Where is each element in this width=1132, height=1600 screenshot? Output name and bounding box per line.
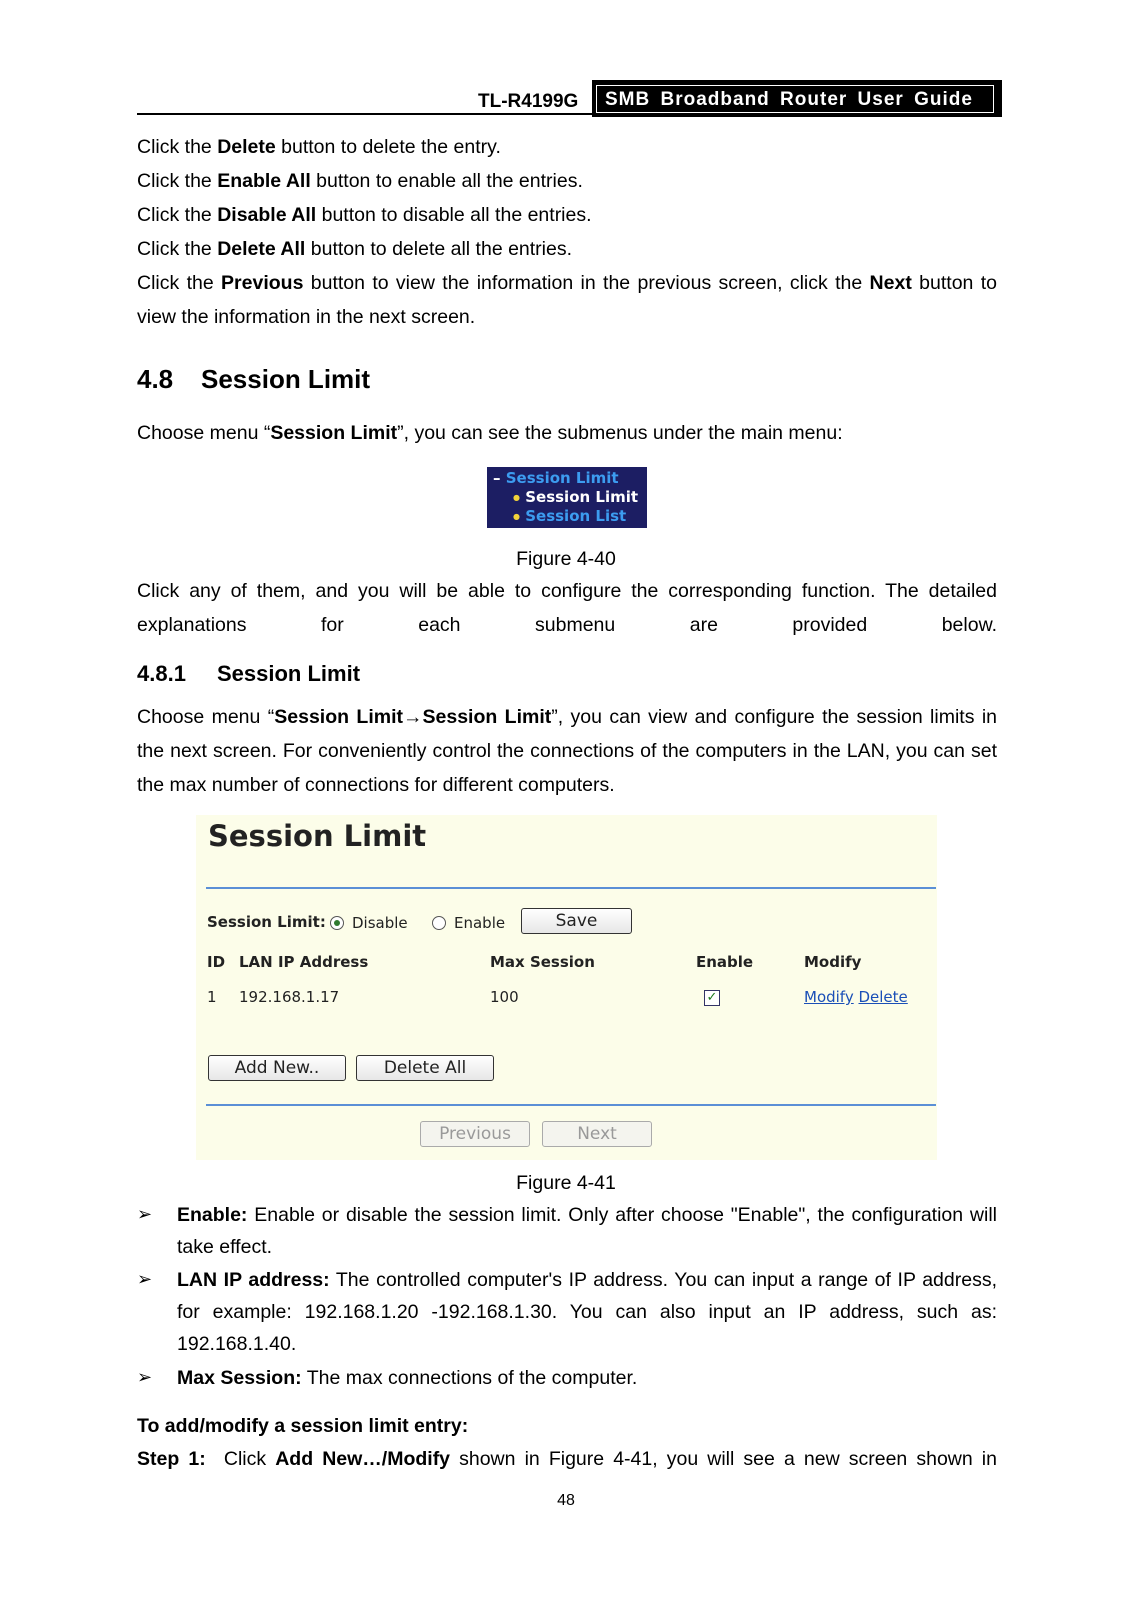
radio-enable-label: Enable bbox=[454, 914, 506, 932]
menu-item-label: Session Limit bbox=[525, 488, 639, 506]
intro-line-3: Click the Disable All button to disable all the entries. bbox=[137, 204, 592, 226]
menu-item-label: Session List bbox=[525, 507, 627, 525]
page-number: 48 bbox=[557, 1492, 575, 1509]
row-max-session: 100 bbox=[490, 988, 519, 1006]
bullet-marker: ➢ bbox=[137, 1269, 153, 1289]
col-header-lan-ip: LAN IP Address bbox=[239, 953, 369, 971]
bullet-lan-ip: LAN IP address: The controlled computer's IP address. You can input a range of IP address, for example: 192.168.1.20 -192.168.1.30. You can also input an IP address, such as: 192.168.1.40. bbox=[177, 1269, 997, 1355]
bullet-marker: ➢ bbox=[137, 1367, 153, 1387]
row-actions bbox=[804, 988, 908, 1006]
subsection-heading: 4.8.1 Session Limit bbox=[137, 661, 361, 686]
radio-disable-label: Disable bbox=[352, 914, 408, 932]
radio-enable[interactable] bbox=[432, 916, 446, 930]
subsection-intro: Choose menu “Session Limit→Session Limit”, you can view and configure the session limits in the next screen. For conveniently control the connections of the computers in the LAN, you can set the max number of connections for different computers. bbox=[137, 706, 998, 796]
col-header-id: ID bbox=[207, 953, 226, 971]
submenu-explanation: Click any of them, and you will be able to configure the corresponding function. The detailed explanations for each submenu are provided below. bbox=[137, 580, 997, 636]
session-limit-label: Session Limit: bbox=[207, 913, 326, 931]
screen-title: Session Limit bbox=[208, 819, 427, 853]
radio-disable[interactable] bbox=[330, 916, 344, 930]
section-heading: 4.8 Session Limit bbox=[137, 364, 371, 394]
intro-line-5: Click the Previous button to view the information in the previous screen, click the Next button to view the information in the next screen. bbox=[137, 272, 997, 328]
col-header-modify: Modify bbox=[804, 953, 862, 971]
bullet-marker: ➢ bbox=[137, 1204, 153, 1224]
bullet-icon: ● bbox=[513, 512, 520, 521]
menu-item-session-limit[interactable] bbox=[513, 488, 638, 506]
header-rule bbox=[137, 113, 596, 115]
procedure-heading: To add/modify a session limit entry: bbox=[137, 1415, 469, 1437]
delete-link[interactable]: Delete bbox=[858, 988, 908, 1006]
row-enable-checkbox[interactable]: ✓ bbox=[704, 990, 720, 1006]
save-button[interactable]: Save bbox=[521, 908, 632, 934]
next-button[interactable]: Next bbox=[542, 1121, 652, 1147]
add-new-button[interactable]: Add New.. bbox=[208, 1055, 346, 1081]
row-id: 1 bbox=[207, 988, 217, 1006]
col-header-enable: Enable bbox=[696, 953, 754, 971]
delete-all-button[interactable]: Delete All bbox=[356, 1055, 494, 1081]
menu-parent-label: Session Limit bbox=[505, 469, 619, 487]
procedure-step-1: Step 1: Click Add New…/Modify shown in Figure 4-41, you will see a new screen shown in bbox=[137, 1448, 997, 1470]
menu-parent[interactable] bbox=[493, 469, 619, 487]
figure-caption-4-40: Figure 4-40 bbox=[516, 548, 616, 570]
previous-button[interactable]: Previous bbox=[420, 1121, 530, 1147]
row-lan-ip: 192.168.1.17 bbox=[239, 988, 340, 1006]
section-intro: Choose menu “Session Limit”, you can see the submenus under the main menu: bbox=[137, 422, 843, 444]
header-title-box bbox=[592, 80, 1002, 117]
col-header-max-session: Max Session bbox=[490, 953, 595, 971]
bottom-rule bbox=[206, 1104, 936, 1106]
header-guide-title: SMB Broadband Router User Guide bbox=[596, 85, 994, 113]
session-limit-screenshot bbox=[196, 815, 937, 1160]
top-rule bbox=[206, 887, 936, 889]
bullet-max-session: Max Session: The max connections of the computer. bbox=[177, 1367, 638, 1389]
modify-link[interactable]: Modify bbox=[804, 988, 854, 1006]
intro-line-1: Click the Delete button to delete the entry. bbox=[137, 136, 501, 158]
bullet-enable: Enable: Enable or disable the session limit. Only after choose "Enable", the configuration will take effect. bbox=[177, 1204, 997, 1258]
header-model: TL-R4199G bbox=[478, 91, 579, 112]
bullet-icon: ● bbox=[513, 493, 520, 502]
figure-caption-4-41: Figure 4-41 bbox=[516, 1172, 616, 1194]
menu-item-session-list[interactable] bbox=[513, 507, 626, 525]
submenu-figure bbox=[487, 467, 647, 528]
intro-line-2: Click the Enable All button to enable all the entries. bbox=[137, 170, 583, 192]
intro-line-4: Click the Delete All button to delete all the entries. bbox=[137, 238, 573, 260]
collapse-icon: – bbox=[493, 469, 501, 487]
